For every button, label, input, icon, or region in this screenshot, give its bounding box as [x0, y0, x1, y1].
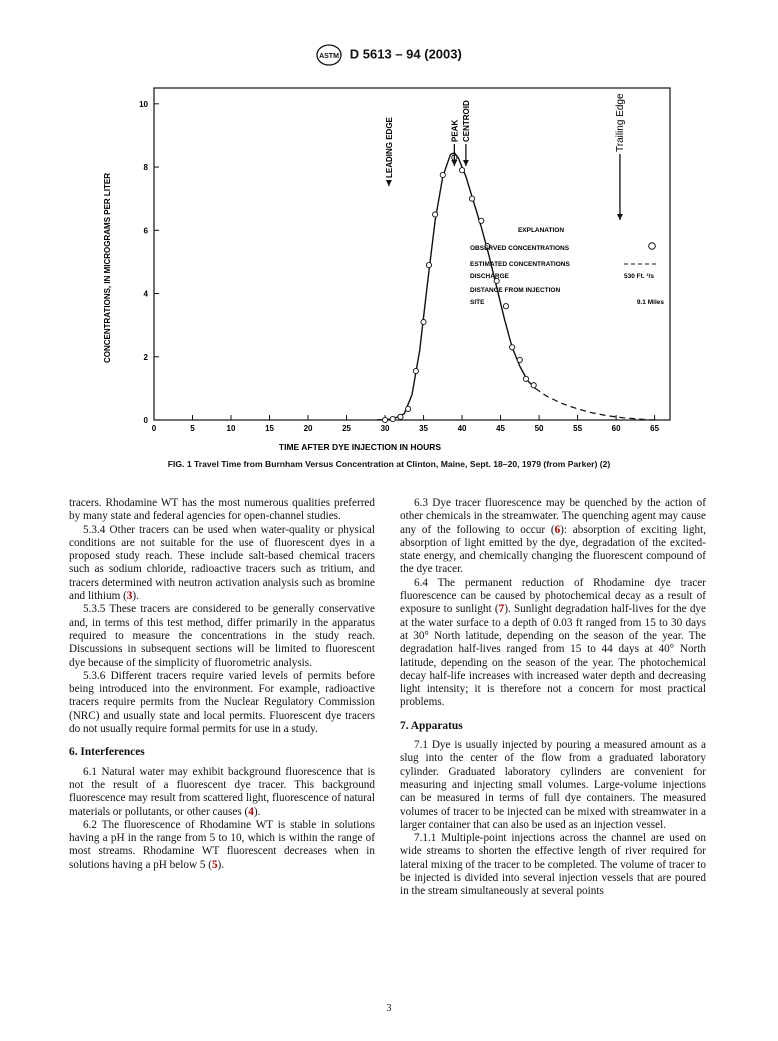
estimated-curve	[535, 388, 654, 420]
travel-time-chart	[96, 78, 686, 458]
observed-point	[479, 218, 484, 223]
y-tick-label: 6	[143, 226, 148, 236]
x-tick-label: 55	[573, 424, 583, 433]
observed-point	[390, 416, 395, 421]
marker-arrowhead	[451, 160, 457, 166]
legend-observed-symbol	[649, 243, 656, 250]
observed-point	[433, 212, 438, 217]
marker-label: PEAK	[450, 119, 460, 142]
plot-frame	[154, 88, 670, 420]
y-tick-label: 2	[143, 352, 148, 362]
paragraph-5-3-4: 5.3.4 Other tracers can be used when water-quality or physical conditions are not suitable for the use of fluorescent dyes in a proposed study reach. These include salt-based chemical tracers such as sodium chloride, radioactive tracers such as tritium, and tracers determined with neutron activation analysis such as bromine and lithium (3).	[69, 523, 375, 603]
x-tick-label: 40	[457, 424, 467, 433]
observed-point	[382, 417, 387, 422]
marker-arrowhead	[463, 160, 469, 166]
legend-distance-site: SITE	[470, 299, 485, 306]
observed-point	[413, 368, 418, 373]
chart-axes	[139, 88, 670, 433]
document-header	[0, 44, 778, 66]
paragraph-5-3-6: 5.3.6 Different tracers require varied levels of permits before being introduced into the environment. For example, radioactive tracers require permits from the Nuclear Regulatory Commission (NRC) and usually state and local permits. Fluorescent dye tracers do not usually require formal permits for use in a study.	[69, 669, 375, 736]
observed-point	[398, 414, 403, 419]
reference-link[interactable]: 5	[211, 858, 218, 871]
page-number: 3	[386, 1003, 392, 1014]
x-tick-label: 45	[496, 424, 506, 433]
x-tick-label: 20	[303, 424, 313, 433]
x-tick-label: 15	[265, 424, 274, 433]
x-tick-label: 30	[380, 424, 390, 433]
y-tick-label: 0	[143, 416, 148, 425]
legend	[470, 227, 664, 306]
x-tick-label: 60	[611, 424, 621, 433]
observed-point	[421, 319, 426, 324]
paragraph-6-1: 6.1 Natural water may exhibit background fluorescence that is not the result of a fluorescent dye tracer. This background fluorescence may result from scattered light, fluorescence of natural materials or pollutants, or other causes (4).	[69, 765, 375, 818]
right-column	[400, 497, 706, 899]
figure-caption: FIG. 1 Travel Time from Burnham Versus Concentration at Clinton, Maine, Sept. 18–20, 1979 (from Parker) (2)	[167, 459, 611, 469]
marker-label: Trailing Edge	[614, 93, 626, 152]
reference-link[interactable]: 6	[554, 523, 561, 536]
x-tick-label: 35	[419, 424, 429, 433]
svg-text:ASTM: ASTM	[319, 53, 340, 60]
observed-point	[523, 376, 528, 381]
y-axis-label: CONCENTRATIONS, IN MICROGRAMS PER LITER	[103, 172, 112, 364]
reference-link[interactable]: 3	[126, 590, 133, 603]
observed-point	[531, 383, 536, 388]
legend-observed-label: OBSERVED CONCENTRATIONS	[470, 245, 570, 252]
observed-point	[459, 168, 464, 173]
paragraph-6-4: 6.4 The permanent reduction of Rhodamine dye tracer fluorescence can be caused by photochemical decay as a result of exposure to sunlight (7). Sunlight degradation half-lives for the dye at the water surface to a depth of 0.03 ft ranged from 15 to 30 days at 30° North latitude, depending on the season of the year. The degradation half-lives ranged from 15 to 44 days at 40° North latitude, depending on the season of the year. The photochemical decay half-life increases with increased water depth and decreasing light intensity; it is therefore not a concern for most practical problems.	[400, 576, 706, 709]
x-tick-label: 0	[151, 424, 157, 433]
x-tick-label: 25	[342, 424, 351, 433]
marker-arrowhead	[386, 180, 392, 186]
legend-discharge-value: 530 Ft. ³/s	[624, 273, 654, 280]
legend-distance-label: DISTANCE FROM INJECTION	[470, 287, 561, 294]
designation: D 5613 – 94 (2003)	[349, 46, 462, 62]
observed-point	[517, 357, 522, 362]
y-tick-label: 10	[139, 99, 148, 109]
reference-link[interactable]: 7	[498, 603, 505, 616]
paragraph-7-1: 7.1 Dye is usually injected by pouring a measured amount as a slug into the center of the flow from a graduated laboratory cylinder. Graduated laboratory cylinders are convenient for measuring and injecting small volumes. Large-volume injections can be measured in terms of full dye containers. The measured volumes of tracer to be injected can be mixed with streamwater in a larger container that can also be used as an injection vessel.	[400, 739, 706, 831]
observed-point	[510, 345, 515, 350]
x-tick-label: 10	[226, 424, 236, 433]
y-tick-label: 8	[143, 163, 148, 173]
paragraph: tracers. Rhodamine WT has the most numerous qualities preferred by many state and federal agencies for open-channel studies.	[69, 497, 375, 523]
astm-logo-icon	[316, 44, 342, 66]
paragraph-6-2: 6.2 The fluorescence of Rhodamine WT is stable in solutions having a pH in the range from 5 to 10, which is within the range of most streams. Rhodamine WT fluorescent decreases when in solutions having a pH below 5 (5).	[69, 818, 375, 871]
marker-label: CENTROID	[461, 100, 471, 142]
marker-label: LEADING EDGE	[384, 117, 394, 178]
observed-point	[406, 406, 411, 411]
observed-point	[503, 304, 508, 309]
x-axis-label: TIME AFTER DYE INJECTION IN HOURS	[278, 442, 442, 452]
x-tick-label: 50	[534, 424, 544, 433]
section-heading-apparatus: 7. Apparatus	[400, 719, 463, 732]
event-markers	[385, 93, 626, 220]
legend-distance-value: 9.1 Miles	[636, 299, 664, 306]
observed-point	[469, 196, 474, 201]
legend-estimated-label: ESTIMATED CONCENTRATIONS	[470, 261, 570, 268]
x-tick-label: 5	[190, 424, 195, 433]
paragraph-7-1-1: 7.1.1 Multiple-point injections across the channel are used on wide streams to shorten the effective length of river required for lateral mixing of the tracer to be completed. The volume of tracer to be injected is divided into several injection vessels that are poured in the stream simultaneously at several points	[400, 832, 706, 898]
x-tick-label: 65	[650, 424, 660, 433]
observed-point	[426, 262, 431, 267]
paragraph-5-3-5: 5.3.5 These tracers are considered to be generally conservative and, in terms of this test method, differ primarily in the apparatus required to measure the concentrations in the study reach. Discussions in subsequent sections will be limited to fluorescent dye because of the simplicity of fluorometric analysis.	[69, 603, 375, 669]
marker-arrowhead	[617, 214, 623, 220]
left-column	[69, 497, 375, 872]
legend-title: EXPLANATION	[517, 227, 565, 234]
legend-discharge-label: DISCHARGE	[470, 273, 510, 280]
reference-link[interactable]: 4	[248, 805, 254, 818]
observed-point	[440, 172, 445, 177]
paragraph-6-3: 6.3 Dye tracer fluorescence may be quenched by the action of other chemicals in the streamwater. The quenching agent may cause any of the following to occur (6): absorption of exciting light, absorption of light emitted by the dye, degradation of the excited-state energy, and chemically changing the fluorescent compound of the dye tracer.	[400, 497, 707, 576]
y-tick-label: 4	[143, 289, 148, 299]
section-heading-interferences: 6. Interferences	[69, 746, 145, 759]
